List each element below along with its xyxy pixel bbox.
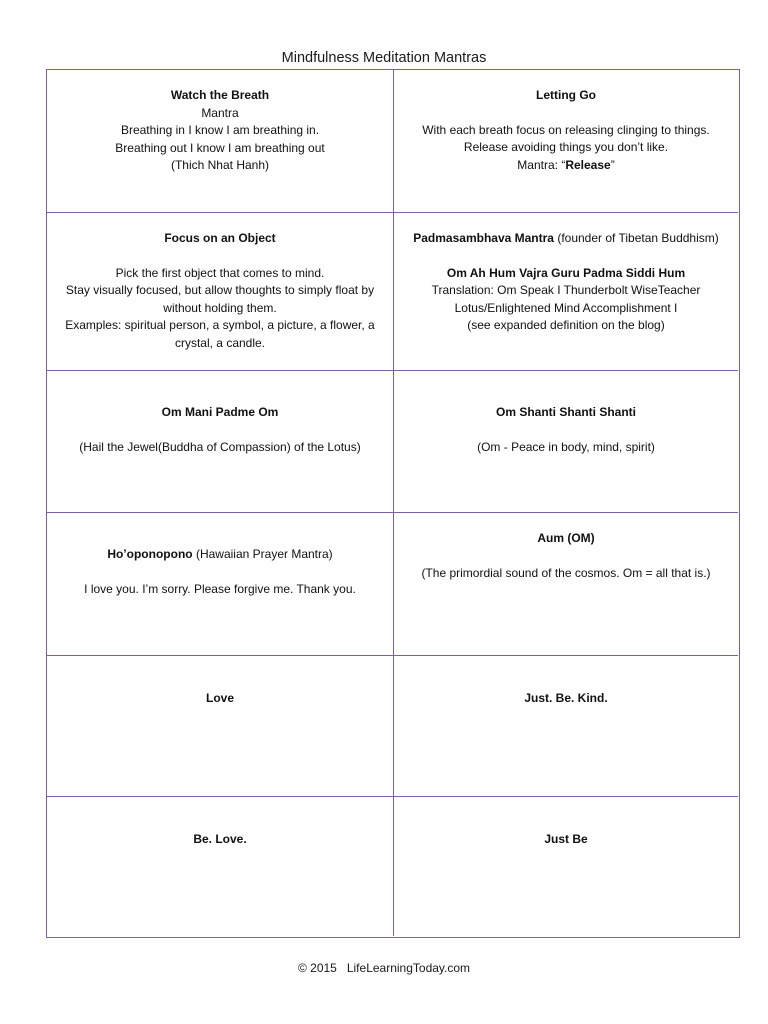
- cell-love: [47, 656, 394, 797]
- cell-just-be: [394, 797, 738, 936]
- mantra-grid: [46, 69, 740, 938]
- cell-om-mani-padme-om: [47, 371, 394, 513]
- cell-text-line: (Om - Peace in body, mind, spirit): [477, 439, 655, 454]
- cell-just-be-kind: [394, 656, 738, 797]
- cell-subtitle: Mantra: [201, 105, 239, 120]
- copyright-footer: © 2015 LifeLearningToday.com: [297, 961, 471, 975]
- cell-mantra-line: [400, 157, 732, 175]
- cell-title: Letting Go: [536, 88, 596, 102]
- cell-title: Aum (OM): [537, 531, 595, 545]
- cell-focus-on-an-object: [47, 213, 394, 371]
- cell-aum: [394, 513, 738, 656]
- cell-title-line: [400, 230, 732, 248]
- cell-mantra: Om Ah Hum Vajra Guru Padma Siddi Hum: [446, 265, 686, 280]
- cell-text-line: crystal, a candle.: [174, 335, 266, 350]
- cell-title: Om Mani Padme Om: [161, 405, 279, 419]
- cell-title: Om Shanti Shanti Shanti: [495, 405, 636, 419]
- cell-title: Just. Be. Kind.: [524, 691, 608, 705]
- cell-text-line: Pick the first object that comes to mind.: [115, 265, 325, 280]
- page-title: Mindfulness Meditation Mantras: [281, 50, 487, 66]
- cell-title: Be. Love.: [193, 832, 247, 846]
- cell-text-line: Breathing in I know I am breathing in.: [120, 123, 320, 137]
- mantra-prefix: Mantra: “: [517, 157, 566, 172]
- mantra-word: Release: [565, 157, 611, 172]
- cell-text-line: Translation: Om Speak I Thunderbolt WiseTeacher: [431, 283, 701, 297]
- cell-title-note: (founder of Tibetan Buddhism): [553, 231, 719, 245]
- cell-text-line: Stay visually focused, but allow thoughts to simply float by: [65, 283, 375, 297]
- cell-watch-the-breath: [47, 70, 394, 213]
- cell-letting-go: [394, 70, 738, 213]
- cell-text-line: without holding them.: [163, 300, 277, 315]
- cell-text-line: Examples: spiritual person, a symbol, a picture, a flower, a: [65, 318, 375, 332]
- cell-title: Watch the Breath: [170, 88, 270, 102]
- cell-text-line: Breathing out I know I am breathing out: [115, 140, 325, 155]
- cell-text-line: (The primordial sound of the cosmos. Om = all that is.): [421, 565, 711, 580]
- cell-title-line: [53, 546, 387, 564]
- cell-text-line: I love you. I’m sorry. Please forgive me. Thank you.: [84, 581, 356, 596]
- cell-title: Padmasambhava Mantra: [413, 231, 554, 245]
- cell-text-line: Release avoiding things you don’t like.: [463, 140, 669, 154]
- cell-be-love: [47, 797, 394, 936]
- cell-title: Ho’oponopono: [107, 547, 193, 561]
- cell-title: Just Be: [544, 832, 588, 846]
- cell-text-line: Lotus/Enlightened Mind Accomplishment I: [454, 300, 678, 315]
- cell-title-note: (Hawaiian Prayer Mantra): [192, 547, 333, 561]
- cell-text-line: With each breath focus on releasing clinging to things.: [422, 122, 710, 137]
- cell-text-line: (see expanded definition on the blog): [467, 318, 665, 332]
- cell-hooponopono: [47, 513, 394, 656]
- cell-text-line: (Hail the Jewel(Buddha of Compassion) of the Lotus): [79, 439, 361, 454]
- cell-text-line: (Thich Nhat Hanh): [170, 158, 270, 172]
- cell-om-shanti: [394, 371, 738, 513]
- cell-padmasambhava-mantra: [394, 213, 738, 371]
- cell-title: Focus on an Object: [164, 231, 276, 245]
- mantra-suffix: ”: [610, 157, 615, 172]
- cell-title: Love: [205, 691, 234, 705]
